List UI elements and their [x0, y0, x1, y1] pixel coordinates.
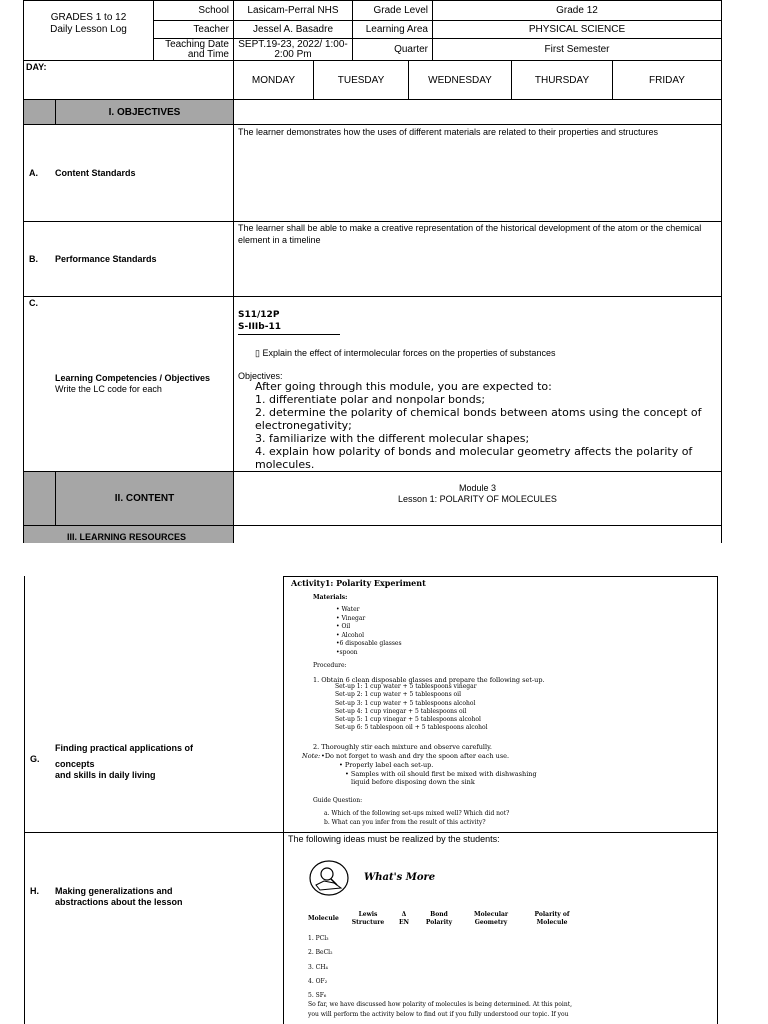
performance-standards-label: Performance Standards — [55, 254, 157, 264]
material-item: •spoon — [336, 648, 358, 656]
resources-heading: III. LEARNING RESOURCES — [67, 532, 187, 542]
performance-standards-text-2: element in a timeline — [238, 235, 321, 245]
setup-item: Set-up 6: 5 tablespoon oil + 5 tablespoons alcohol — [335, 724, 488, 732]
objective-4-cont: molecules. — [255, 458, 315, 471]
day-thursday: THURSDAY — [511, 60, 613, 100]
section-g-label-1: Finding practical applications of — [55, 743, 194, 753]
section-g-letter: G. — [30, 754, 40, 764]
competencies-label: Learning Competencies / Objectives — [55, 373, 211, 383]
content-module: Module 3 — [458, 483, 497, 493]
col-bond-polarity — [422, 911, 456, 927]
molecule-row: 1. PCl₃ — [308, 935, 329, 942]
section-g-label-3: and skills in daily living — [55, 770, 156, 780]
note-2: • Properly label each set-up. — [339, 761, 434, 769]
grade-level-label: Grade Level — [352, 0, 433, 21]
setup-item: Set-up 5: 1 cup vinegar + 5 tablespoons alcohol — [335, 716, 481, 724]
section-h-label-1: Making generalizations and — [55, 886, 173, 896]
col-geom-1: Molecular — [473, 911, 509, 918]
day-label: DAY: — [26, 62, 47, 72]
magnifier-hand-icon — [308, 859, 350, 897]
objectives-heading-blank — [233, 99, 722, 125]
section-h-cell — [283, 832, 718, 1024]
competency-text: ▯ Explain the effect of intermolecular forces on the properties of substances — [255, 348, 556, 358]
date-label-line2: and Time — [187, 48, 229, 60]
objectives-intro: After going through this module, you are expected to: — [255, 380, 552, 393]
school-label: School — [153, 0, 234, 21]
day-friday: FRIDAY — [612, 60, 722, 100]
note-1: •Do not forget to wash and dry the spoon after each use. — [321, 752, 510, 760]
resources-heading-cell — [55, 525, 234, 543]
lc-code-underline — [238, 334, 340, 335]
content-margin — [23, 471, 56, 526]
whats-more-title: What's More — [364, 872, 436, 883]
date-value — [233, 38, 353, 61]
setup-list — [335, 683, 488, 733]
material-item: •6 disposable glasses — [336, 640, 402, 647]
competencies-label-cell — [23, 296, 234, 472]
objectives-label: Objectives: — [238, 371, 283, 381]
date-label-line1: Teaching Date — [165, 38, 229, 50]
grade-level-value: Grade 12 — [432, 0, 722, 21]
material-item: • Water — [336, 606, 360, 613]
section-h-paragraph-1: So far, we have discussed how polarity of molecules is being determined. At this point, — [308, 1001, 573, 1008]
section-h-intro: The following ideas must be realized by the students: — [288, 834, 500, 844]
date-value-line2: 2:00 Pm — [274, 48, 312, 60]
setup-item: Set-up 3: 1 cup water + 5 tablespoons alcohol — [335, 699, 476, 707]
content-standards-label: Content Standards — [55, 168, 136, 178]
col-pol-1: Polarity of — [534, 911, 570, 918]
col-bond-2: Polarity — [425, 919, 453, 926]
objective-1: 1. differentiate polar and nonpolar bonds; — [255, 393, 486, 406]
molecule-list — [308, 932, 333, 1003]
competencies-cell — [233, 296, 722, 472]
section-h-paragraph-2: you will perform the activity below to find out if you fully understood our topic. If you — [308, 1011, 569, 1018]
section-h-label-cell — [24, 832, 284, 1024]
col-bond-1: Bond — [430, 911, 448, 918]
teacher-value: Jessel A. Basadre — [233, 20, 353, 39]
header-title-line1: GRADES 1 to 12 — [50, 12, 127, 23]
note-3: • Samples with oil should first be mixed with dishwashing — [345, 770, 537, 778]
note-3-cont: liquid before disposing down the sink — [351, 778, 475, 786]
header-title-line2: Daily Lesson Log — [50, 24, 127, 35]
section-h-letter: H. — [30, 886, 39, 896]
date-label — [153, 38, 234, 61]
col-molecular-geometry — [471, 911, 511, 927]
molecule-row: 3. CH₄ — [308, 963, 328, 971]
materials-list — [336, 606, 402, 657]
molecule-row: 4. OF₂ — [308, 977, 328, 985]
resources-blank — [233, 525, 722, 543]
col-delta-en — [395, 911, 413, 927]
activity-title: Activity1: Polarity Experiment — [291, 578, 426, 588]
quarter-label: Quarter — [352, 38, 433, 61]
material-item: • Vinegar — [336, 614, 366, 622]
guide-question-b: b. What can you infer from the result of this activity? — [324, 819, 486, 826]
procedure-label: Procedure: — [313, 662, 347, 669]
performance-standards-text-1: The learner shall be able to make a creative representation of the historical development of the atom or the chemical — [238, 223, 702, 233]
materials-label: Materials: — [313, 594, 348, 601]
procedure-step-2: 2. Thoroughly stir each mixture and observe carefully. — [313, 743, 492, 751]
day-wednesday: WEDNESDAY — [408, 60, 512, 100]
note-label: Note: — [302, 752, 321, 760]
performance-standards-letter: B. — [29, 254, 38, 264]
teacher-label: Teacher — [153, 20, 234, 39]
objectives-heading: I. OBJECTIVES — [55, 99, 234, 125]
school-value: Lasicam-Perral NHS — [233, 0, 353, 21]
col-lewis-2: Structure — [351, 919, 385, 926]
resources-margin — [23, 525, 56, 543]
guide-question-label: Guide Question: — [313, 797, 363, 804]
col-delta-1: Δ — [401, 911, 407, 918]
col-geom-2: Geometry — [474, 919, 508, 926]
date-value-line1: SEPT.19-23, 2022/ 1:00- — [238, 38, 348, 50]
objective-2: 2. determine the polarity of chemical bonds between atoms using the concept of — [255, 406, 702, 419]
content-standards-text: The learner demonstrates how the uses of different materials are related to their properties and structures — [238, 127, 659, 137]
performance-standards-cell — [233, 221, 722, 297]
procedure-step-1: 1. Obtain 6 clean disposable glasses and prepare the following set-up. — [313, 676, 545, 684]
content-standards-label-cell — [23, 124, 234, 222]
day-monday: MONDAY — [233, 60, 314, 100]
guide-question-a: a. Which of the following set-ups mixed well? Which did not? — [324, 810, 510, 817]
day-tuesday: TUESDAY — [313, 60, 409, 100]
performance-standards-label-cell — [23, 221, 234, 297]
day-label-cell — [23, 60, 234, 100]
molecule-row: 2. BeCl₂ — [308, 949, 333, 957]
setup-item: Set-up 4: 1 cup vinegar + 5 tablespoons oil — [335, 707, 467, 715]
quarter-value: First Semester — [432, 38, 722, 61]
activity-cell — [283, 576, 718, 833]
molecule-row: 5. SF₆ — [308, 992, 327, 1000]
content-lesson: Lesson 1: POLARITY OF MOLECULES — [398, 494, 557, 504]
setup-item: Set-up 1: 1 cup water + 5 tablespoons vinegar — [335, 683, 477, 690]
objectives-margin — [23, 99, 56, 125]
objective-2-cont: electronegativity; — [255, 419, 352, 432]
competencies-letter: C. — [29, 298, 38, 308]
col-lewis-1: Lewis — [358, 911, 378, 918]
content-standards-cell — [233, 124, 722, 222]
col-pol-2: Molecule — [536, 919, 568, 926]
section-g-label-2: concepts — [55, 759, 95, 769]
objective-3: 3. familiarize with the different molecular shapes; — [255, 432, 530, 445]
col-molecule: Molecule — [308, 915, 339, 922]
lc-code-1: S11/12P — [238, 310, 280, 320]
col-lewis — [350, 911, 386, 927]
competencies-sublabel: Write the LC code for each — [55, 384, 162, 394]
learning-area-value: PHYSICAL SCIENCE — [432, 20, 722, 39]
objectives-list — [255, 380, 721, 471]
col-polarity-of-molecule — [530, 911, 574, 927]
lc-code-2: S-IIIb-11 — [238, 322, 281, 332]
material-item: • Oil — [336, 623, 351, 630]
learning-area-label: Learning Area — [352, 20, 433, 39]
col-delta-2: EN — [398, 919, 410, 926]
section-g-label-cell — [24, 576, 284, 833]
header-title-cell — [23, 0, 154, 61]
material-item: • Alcohol — [336, 631, 365, 639]
content-standards-letter: A. — [29, 168, 38, 178]
objective-4: 4. explain how polarity of bonds and molecular geometry affects the polarity of — [255, 445, 693, 458]
section-h-label-2: abstractions about the lesson — [55, 897, 183, 907]
setup-item: Set-up 2: 1 cup water + 5 tablespoons oil — [335, 691, 462, 699]
content-cell — [233, 471, 722, 526]
content-heading: II. CONTENT — [55, 471, 234, 526]
